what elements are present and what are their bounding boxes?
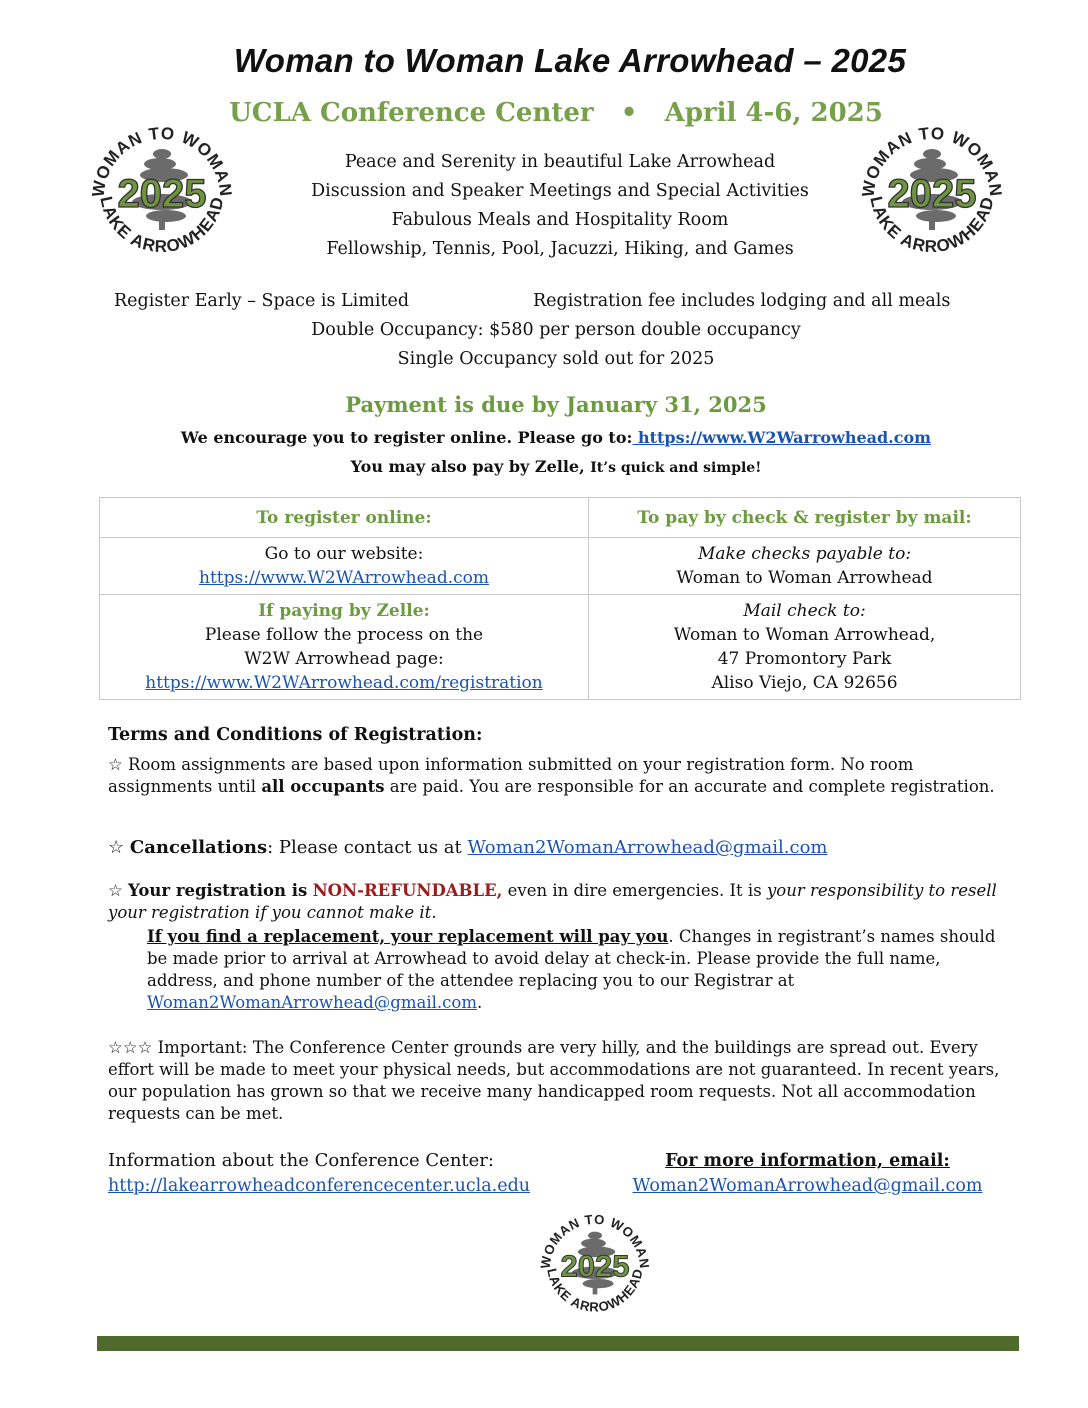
checks-cell <box>589 538 1021 595</box>
mail-check-label: Mail check to: <box>743 601 866 621</box>
cancellations-label: Cancellations <box>129 837 268 858</box>
star-icon: ☆ <box>108 837 125 858</box>
logo-right <box>852 112 1012 272</box>
register-online-note <box>0 428 1088 447</box>
registration-table <box>99 497 1021 700</box>
contact-email-link[interactable]: Woman2WomanArrowhead@gmail.com <box>632 1176 983 1196</box>
terms-text: Room assignments are based upon information submitted on your registration form. No room assignments until <box>108 755 914 796</box>
address-line: 47 Promontory Park <box>717 649 892 669</box>
registration-link[interactable]: https://www.W2WArrowhead.com/registration <box>145 673 543 693</box>
checks-payable-label: Make checks payable to: <box>697 544 912 564</box>
zelle-heading: If paying by Zelle: <box>258 601 430 621</box>
table-head-mail: To pay by check & register by mail: <box>589 498 1021 538</box>
terms-important <box>108 1037 1008 1125</box>
star-icon: ☆ <box>108 755 123 774</box>
zelle-line: W2W Arrowhead page: <box>244 649 444 669</box>
terms-non-refundable <box>108 880 1008 924</box>
terms-text: are paid. You are responsible for an accurate and complete registration. <box>389 777 995 796</box>
single-occupancy: Single Occupancy sold out for 2025 <box>397 349 715 369</box>
address-line: Woman to Woman Arrowhead, <box>673 625 936 645</box>
address-line: Aliso Viejo, CA 92656 <box>711 673 898 693</box>
venue-name: UCLA Conference Center <box>229 98 594 128</box>
conference-center-link[interactable]: http://lakearrowheadconferencecenter.ucla.edu <box>108 1176 531 1196</box>
footer-bar <box>97 1336 1019 1351</box>
star-icon: ☆ <box>108 881 123 900</box>
double-occupancy: Double Occupancy: $580 per person double occupancy <box>311 320 801 340</box>
feature-item: Discussion and Speaker Meetings and Special Activities <box>311 181 809 201</box>
terms-text: even in dire emergencies. It is <box>507 881 762 900</box>
terms-room-assignments <box>108 754 1008 798</box>
encourage-text: We encourage you to register online. Please go to: <box>180 428 633 447</box>
zelle-note <box>0 457 1088 476</box>
terms-text: . Changes in registrant’s names should be made prior to arrival at Arrowhead to avoid delay at check-in. Please provide the full name, address, and phone number of the attendee replacing you to our Registrar at <box>147 927 996 990</box>
terms-bold: Your registration is <box>128 881 308 900</box>
event-dates: April 4-6, 2025 <box>664 98 883 128</box>
payment-due: Payment is due by January 31, 2025 <box>345 392 767 417</box>
terms-bold: all occupants <box>261 777 385 796</box>
bullet-separator: • <box>620 98 638 128</box>
terms-text: . <box>476 993 483 1012</box>
fee-includes: Registration fee includes lodging and all meals <box>533 291 951 311</box>
more-info-label: For more information, email: <box>665 1151 950 1171</box>
terms-heading: Terms and Conditions of Registration: <box>108 725 483 745</box>
email-link[interactable]: Woman2WomanArrowhead@gmail.com <box>147 993 477 1012</box>
non-refundable-label: NON-REFUNDABLE, <box>312 881 503 900</box>
register-early: Register Early – Space is Limited <box>114 291 410 311</box>
three-star-icon: ☆☆☆ <box>108 1038 153 1057</box>
logo-left <box>82 112 242 272</box>
zelle-line: Please follow the process on the <box>204 625 484 645</box>
feature-item: Fellowship, Tennis, Pool, Jacuzzi, Hiking, and Games <box>326 239 794 259</box>
terms-replacement <box>147 926 1007 1014</box>
terms-text: Important: The Conference Center grounds are very hilly, and the buildings are spread out. Every effort will be made to meet your physical needs, but accommodations are not guaranteed. In recent years, our population has grown so that we receive many handicapped room requests. Not all accommodation requests can be met. <box>108 1038 1000 1123</box>
go-to-label: Go to our website: <box>264 544 424 564</box>
table-head-online: To register online: <box>100 498 589 538</box>
online-cell <box>100 538 589 595</box>
page-title: Woman to Woman Lake Arrowhead – 2025 <box>233 42 907 79</box>
logo-bottom <box>533 1203 657 1327</box>
conference-info-label: Information about the Conference Center: <box>108 1150 494 1171</box>
zelle-text: You may also pay by Zelle, <box>350 457 585 476</box>
website-link[interactable]: https://www.W2WArrowhead.com <box>199 568 489 588</box>
zelle-cell <box>100 595 589 700</box>
terms-text: : Please contact us at <box>267 837 462 858</box>
replacement-note: If you find a replacement, your replacement will pay you <box>147 927 669 946</box>
terms-cancellations <box>108 837 1008 859</box>
features-list <box>250 148 870 264</box>
email-link[interactable]: Woman2WomanArrowhead@gmail.com <box>467 837 828 858</box>
payee-name: Woman to Woman Arrowhead <box>676 568 933 588</box>
terms-italic: your responsibility to resell your registration if you cannot make it. <box>108 881 997 922</box>
website-link[interactable]: https://www.W2Warrowhead.com <box>632 428 932 447</box>
feature-item: Fabulous Meals and Hospitality Room <box>391 210 729 230</box>
zelle-small-text: It’s quick and simple! <box>590 460 762 476</box>
feature-item: Peace and Serenity in beautiful Lake Arrowhead <box>344 152 776 172</box>
mail-cell <box>589 595 1021 700</box>
